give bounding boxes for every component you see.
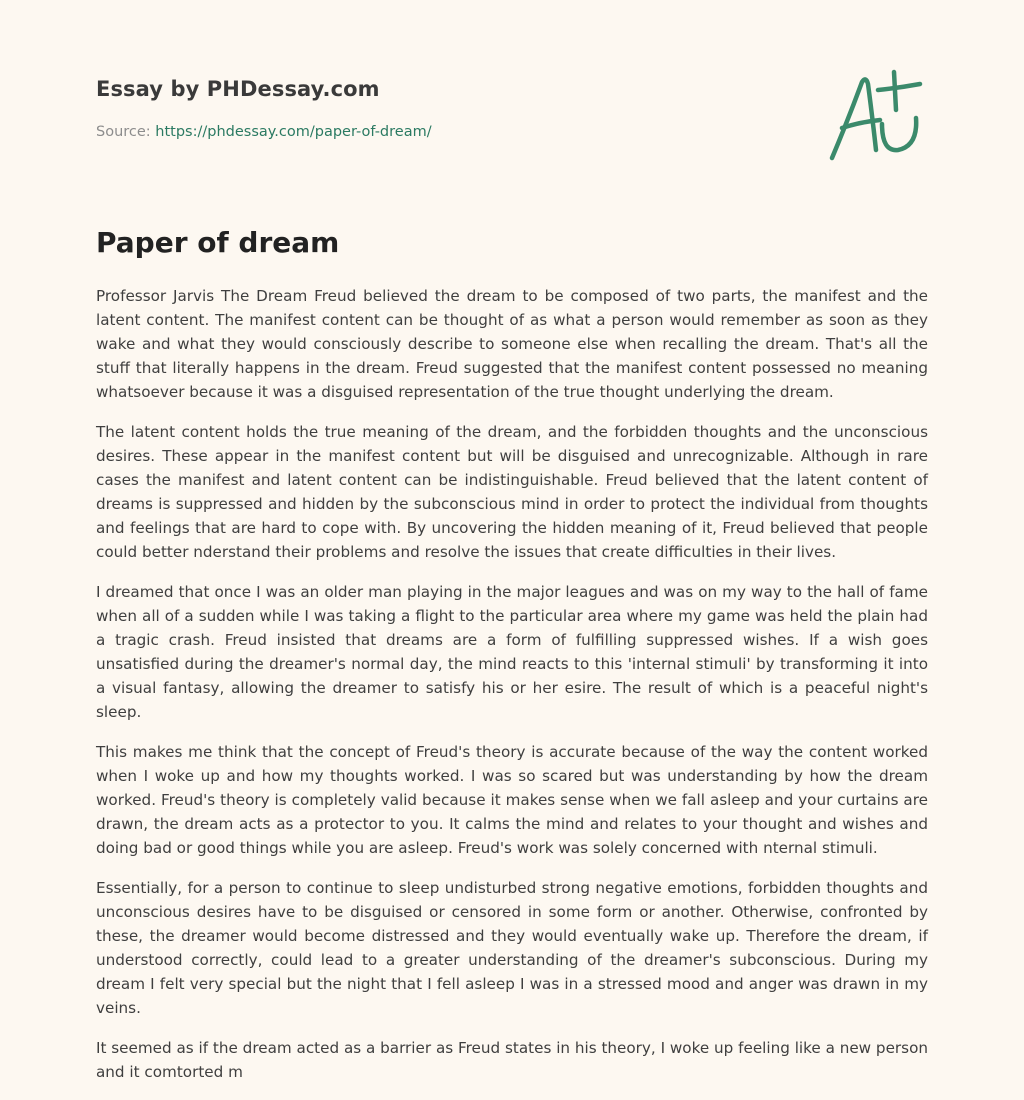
essay-title: Paper of dream <box>96 226 340 259</box>
essay-body <box>96 284 928 1100</box>
a-plus-grade-icon <box>826 68 926 164</box>
source-label: Source: <box>96 124 156 140</box>
source-link[interactable]: https://phdessay.com/paper-of-dream/ <box>155 124 432 140</box>
essay-paragraph-2: The latent content holds the true meaning of the dream, and the forbidden thoughts and the unconscious desires. These appear in the manifest content but will be disguised and unrecognizable. Although in rare cases the manifest and latent content can be indistinguishable. Freud believed that the latent content of dreams is suppressed and hidden by the subconscious mind in order to protect the individual from thoughts and feelings that are hard to cope with. By uncovering the hidden meaning of it, Freud believed that people could better nderstand their problems and resolve the issues that create difficulties in their lives. <box>96 423 928 561</box>
site-brand: Essay by PHDessay.com <box>96 77 380 101</box>
essay-paragraph-4: This makes me think that the concept of Freud's theory is accurate because of the way the content worked when I woke up and how my thoughts worked. I was so scared but was understanding by how the dream worked. Freud's theory is completely valid because it makes sense when we fall asleep and your curtains are drawn, the dream acts as a protector to you. It calms the mind and relates to your thought and wishes and doing bad or good things while you are asleep. Freud's work was solely concerned with nternal stimuli. <box>96 743 928 857</box>
essay-paragraph-5: Essentially, for a person to continue to sleep undisturbed strong negative emotions, forbidden thoughts and unconscious desires have to be disguised or censored in some form or another. Otherwise, confronted by these, the dreamer would become distressed and they would eventually wake up. Therefore the dream, if understood correctly, could lead to a greater understanding of the dreamer's subconscious. During my dream I felt very special but the night that I fell asleep I was in a stressed mood and anger was drawn in my veins. <box>96 879 928 1017</box>
essay-paragraph-6: It seemed as if the dream acted as a barrier as Freud states in his theory, I woke up feeling like a new person and it comtorted m <box>96 1039 928 1081</box>
source-line <box>96 124 432 140</box>
essay-paragraph-1: Professor Jarvis The Dream Freud believed the dream to be composed of two parts, the manifest and the latent content. The manifest content can be thought of as what a person would remember as soon as they wake and what they would consciously describe to someone else when recalling the dream. That's all the stuff that literally happens in the dream. Freud suggested that the manifest content possessed no meaning whatsoever because it was a disguised representation of the true thought underlying the dream. <box>96 287 928 401</box>
page-header <box>96 0 928 200</box>
essay-paragraph-3: I dreamed that once I was an older man playing in the major leagues and was on my way to the hall of fame when all of a sudden while I was taking a flight to the particular area where my game was held the plain had a tragic crash. Freud insisted that dreams are a form of fulfilling suppressed wishes. If a wish goes unsatisfied during the dreamer's normal day, the mind reacts to this 'internal stimuli' by transforming it into a visual fantasy, allowing the dreamer to satisfy his or her esire. The result of which is a peaceful night's sleep. <box>96 583 928 721</box>
